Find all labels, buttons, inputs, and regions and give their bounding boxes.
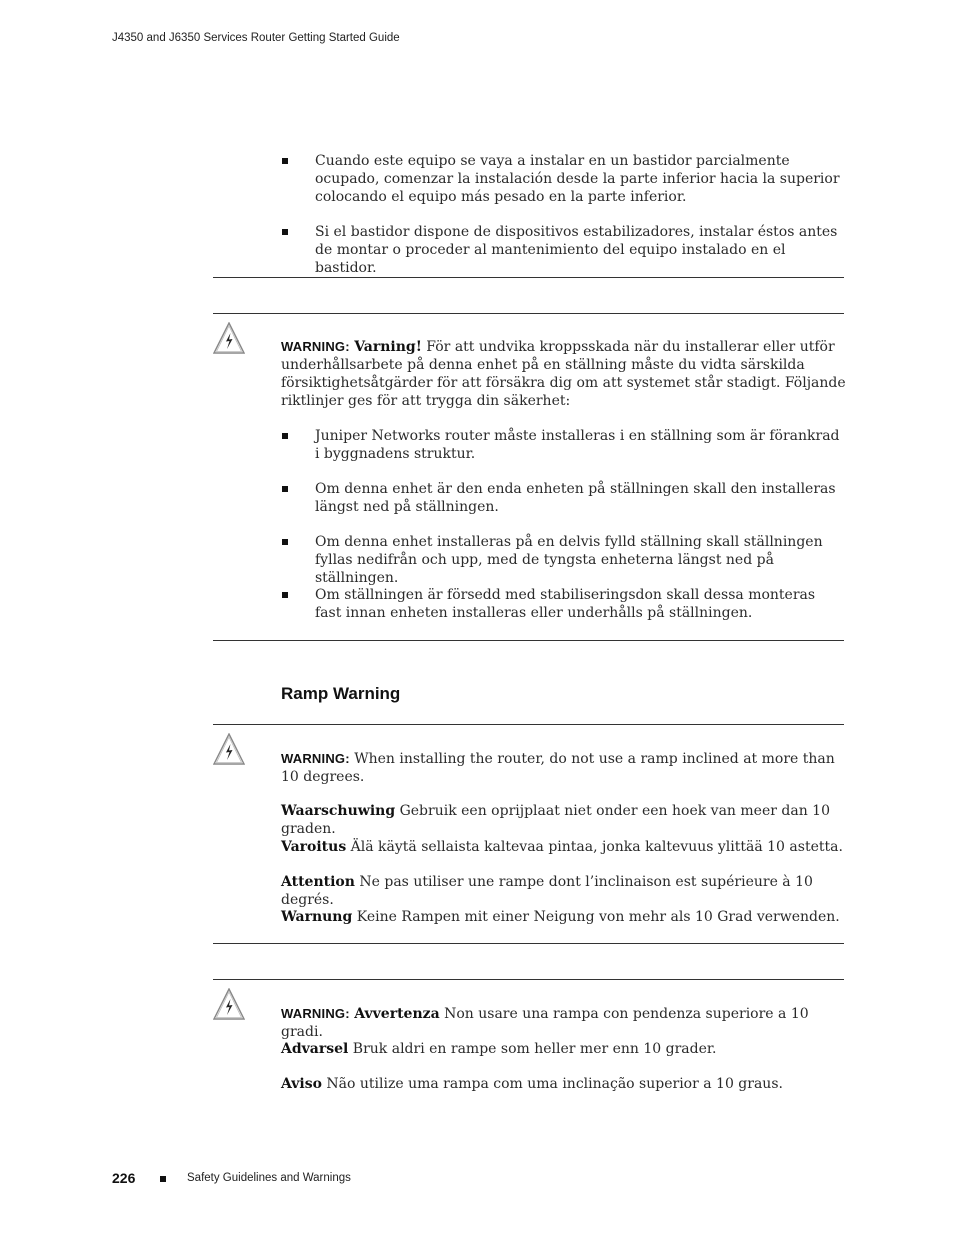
- bullet-square: [282, 433, 288, 439]
- bullet-square: [282, 229, 288, 235]
- divider: [213, 979, 844, 980]
- warning-word: Attention: [281, 874, 355, 890]
- footer-section-title: Safety Guidelines and Warnings: [187, 1172, 351, 1184]
- footer-bullet-square: [160, 1176, 166, 1182]
- warning-word: Varoitus: [281, 839, 347, 855]
- warning-word: Aviso: [281, 1076, 322, 1092]
- warning-text: Bruk aldri en rampe som heller mer enn 10 grader.: [348, 1041, 717, 1057]
- warning-word: Varning!: [354, 339, 422, 355]
- warning-french: [281, 873, 846, 909]
- warning-label: WARNING:: [281, 751, 350, 766]
- warning-text: Non usare una rampa con pendenza superiore a 10 gradi.: [281, 1006, 809, 1040]
- bullet-square: [282, 486, 288, 492]
- list-item-text: Cuando este equipo se vaya a instalar en un bastidor parcialmente ocupado, comenzar la instalación desde la parte inferior hacia la superior colocando el equipo más pesado en la parte inferior.: [315, 153, 840, 205]
- warning-label: WARNING:: [281, 339, 350, 354]
- warning-text: Älä käytä sellaista kaltevaa pintaa, jonka kaltevuus ylittää 10 astetta.: [346, 839, 843, 855]
- bullet-square: [282, 539, 288, 545]
- warning-word: Advarsel: [281, 1041, 349, 1057]
- warning-text: För att undvika kroppsskada när du installerar eller utför underhållsarbete på denna enhet på en ställning måste du vidta särskilda försiktighetsåtgärder för att försäkra dig om att systemet står stadigt. Följande riktlinjer ges för att trygga din säkerhet:: [281, 339, 846, 409]
- section-heading: Ramp Warning: [281, 684, 401, 703]
- warning-finnish: [281, 838, 846, 856]
- warning-norwegian: [281, 1040, 846, 1058]
- bullet-square: [282, 158, 288, 164]
- list-item-text: Si el bastidor dispone de dispositivos estabilizadores, instalar éstos antes de montar o proceder al mantenimiento del equipo instalado en el bastidor.: [315, 224, 838, 276]
- warning-swedish: [281, 338, 846, 410]
- warning-text: Não utilize uma rampa com uma inclinação superior a 10 graus.: [321, 1076, 783, 1092]
- list-item-text: Juniper Networks router måste installeras i en ställning som är förankrad i byggnadens struktur.: [315, 428, 840, 462]
- divider: [213, 943, 844, 944]
- electrical-hazard-warning-icon: [213, 733, 245, 765]
- list-item-text: Om denna enhet är den enda enheten på ställningen skall den installeras längst ned på ställningen.: [315, 481, 836, 515]
- running-header: J4350 and J6350 Services Router Getting Started Guide: [112, 32, 400, 44]
- warning-text: Ne pas utiliser une rampe dont l’inclinaison est supérieure à 10 degrés.: [281, 874, 813, 908]
- warning-english: [281, 750, 846, 786]
- electrical-hazard-warning-icon: [213, 988, 245, 1020]
- warning-dutch: [281, 802, 846, 838]
- divider: [213, 724, 844, 725]
- electrical-hazard-warning-icon: [213, 322, 245, 354]
- warning-text: When installing the router, do not use a ramp inclined at more than 10 degrees.: [281, 751, 835, 785]
- bullet-square: [282, 592, 288, 598]
- warning-word: Warnung: [281, 909, 353, 925]
- warning-label: WARNING:: [281, 1006, 350, 1021]
- list-item-text: Om ställningen är försedd med stabiliseringsdon skall dessa monteras fast innan enheten installeras eller underhålls på ställningen.: [315, 587, 816, 621]
- warning-italian: [281, 1005, 846, 1041]
- warning-german: [281, 908, 846, 926]
- divider: [213, 640, 844, 641]
- page-number: 226: [112, 1170, 136, 1186]
- list-item-text: Om denna enhet installeras på en delvis fylld ställning skall ställningen fyllas nedifrån och upp, med de tyngsta enheterna längst ned på ställningen.: [315, 534, 823, 586]
- warning-word: Avvertenza: [354, 1006, 440, 1022]
- warning-word: Waarschuwing: [281, 803, 396, 819]
- divider: [213, 277, 844, 278]
- warning-text: Keine Rampen mit einer Neigung von mehr als 10 Grad verwenden.: [352, 909, 840, 925]
- warning-text: Gebruik een oprijplaat niet onder een hoek van meer dan 10 graden.: [281, 803, 830, 837]
- warning-portuguese: [281, 1075, 846, 1093]
- divider: [213, 313, 844, 314]
